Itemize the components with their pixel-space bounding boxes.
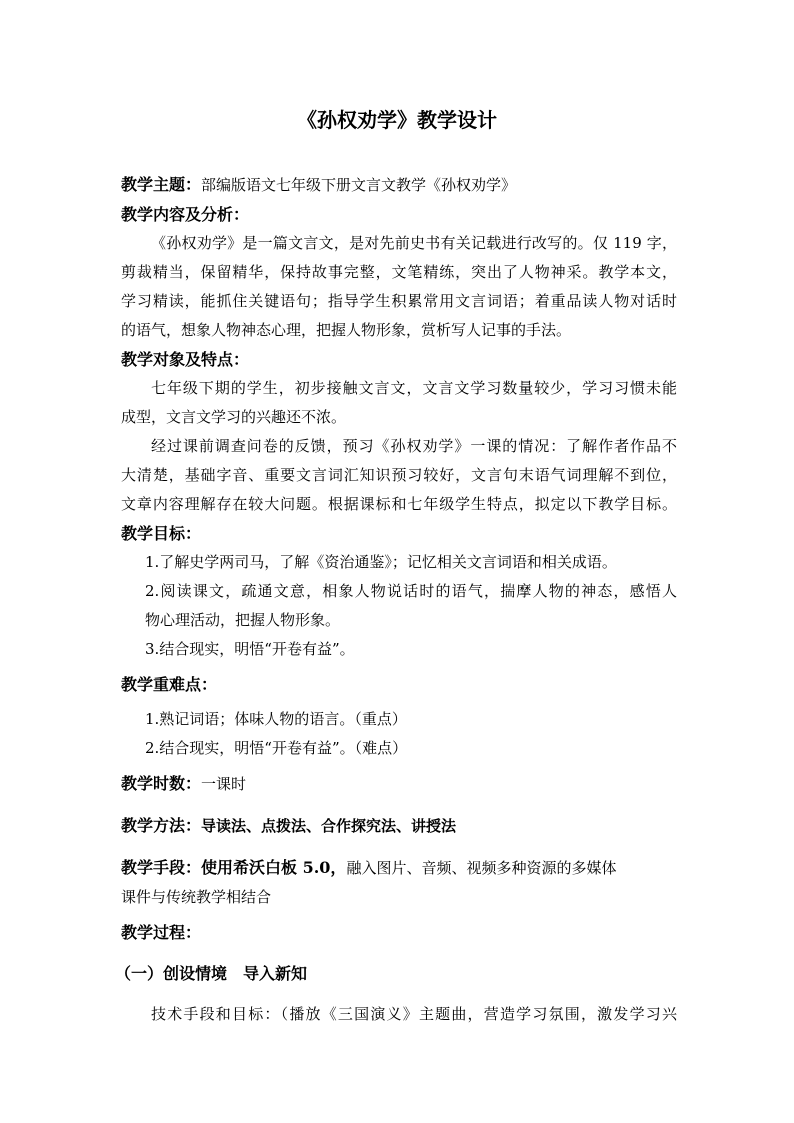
- theme-value: 部编版语文七年级下册文言文教学《孙权劝学》: [201, 176, 517, 194]
- paragraph-line: 七年级下期的学生，初步接触文言文，文言文学习数量较少，学习习惯未能: [151, 379, 677, 397]
- methods-value: 导读法、点拨法、合作探究法、讲授法: [201, 817, 457, 835]
- theme-label: 教学主题：: [121, 175, 202, 194]
- means-value-bold: 使用希沃白板 5.0，: [201, 858, 347, 877]
- process-heading: 教学过程：: [121, 923, 202, 942]
- means-row: [121, 853, 677, 883]
- audience-paragraph-2: [121, 432, 677, 519]
- paragraph-line: 经过课前调查问卷的反馈，预习《孙权劝学》一课的情况：了解作者作品不: [151, 437, 677, 455]
- goal-item-3: 3.结合现实，明悟“开卷有益”。: [145, 640, 355, 658]
- paragraph-line: 学习精读，能抓住关键语句；指导学生积累常用文言词语；着重品读人物对话时: [121, 292, 677, 310]
- audience-paragraph-1: [121, 374, 677, 432]
- content-analysis-paragraph: [121, 229, 677, 345]
- key-points-heading: 教学重难点：: [121, 675, 218, 694]
- goals-heading: 教学目标：: [121, 524, 202, 543]
- methods-row: [121, 811, 677, 841]
- paragraph-line: 文章内容理解存在较大问题。根据课标和七年级学生特点，拟定以下教学目标。: [121, 495, 677, 513]
- goal-item-1: 1.了解史学两司马，了解《资治通鉴》；记忆相关文言词语和相关成语。: [145, 553, 617, 571]
- document-title: 《孙权劝学》教学设计: [297, 108, 497, 132]
- paragraph-line: 大清楚，基础字音、重要文言词汇知识预习较好，文言句末语气词理解不到位，: [121, 466, 677, 484]
- goal-item-2: 2.阅读课文，疏通文意，相象人物说话时的语气，揣摩人物的神态，感悟人: [145, 582, 677, 600]
- paragraph-line: 《孙权劝学》是一篇文言文，是对先前史书有关记载进行改写的。仅 119 字，: [151, 234, 677, 252]
- content-analysis-heading: 教学内容及分析：: [121, 205, 250, 224]
- section-1-line: 技术手段和目标：（播放《三国演义》主题曲，营造学习氛围，激发学习兴: [151, 1005, 677, 1023]
- audience-heading: 教学对象及特点：: [121, 350, 250, 369]
- theme-row: [121, 170, 677, 200]
- paragraph-line: 成型，文言文学习的兴趣还不浓。: [121, 408, 347, 426]
- methods-label: 教学方法：: [121, 816, 202, 835]
- section-1-heading: （一）创设情境 导入新知: [115, 964, 308, 983]
- duration-row: [121, 769, 677, 799]
- key-point-2: 2.结合现实，明悟“开卷有益”。（难点）: [145, 739, 408, 757]
- duration-value: 一课时: [201, 775, 247, 793]
- goal-item-2-cont: 物心理活动，把握人物形象。: [145, 611, 341, 629]
- duration-label: 教学时数：: [121, 774, 202, 793]
- means-value: 融入图片、音频、视频多种资源的多媒体: [346, 859, 617, 877]
- paragraph-line: 剪裁精当，保留精华，保持故事完整，文笔精练，突出了人物神采。教学本文，: [121, 263, 677, 281]
- document-body: [115, 170, 677, 1029]
- means-label: 教学手段：: [121, 858, 202, 877]
- key-point-1: 1.熟记词语；体味人物的语言。（重点）: [145, 710, 407, 728]
- means-line-2: 课件与传统教学相结合: [121, 888, 272, 906]
- paragraph-line: 的语气，想象人物神态心理，把握人物形象，赏析写人记事的手法。: [121, 321, 572, 339]
